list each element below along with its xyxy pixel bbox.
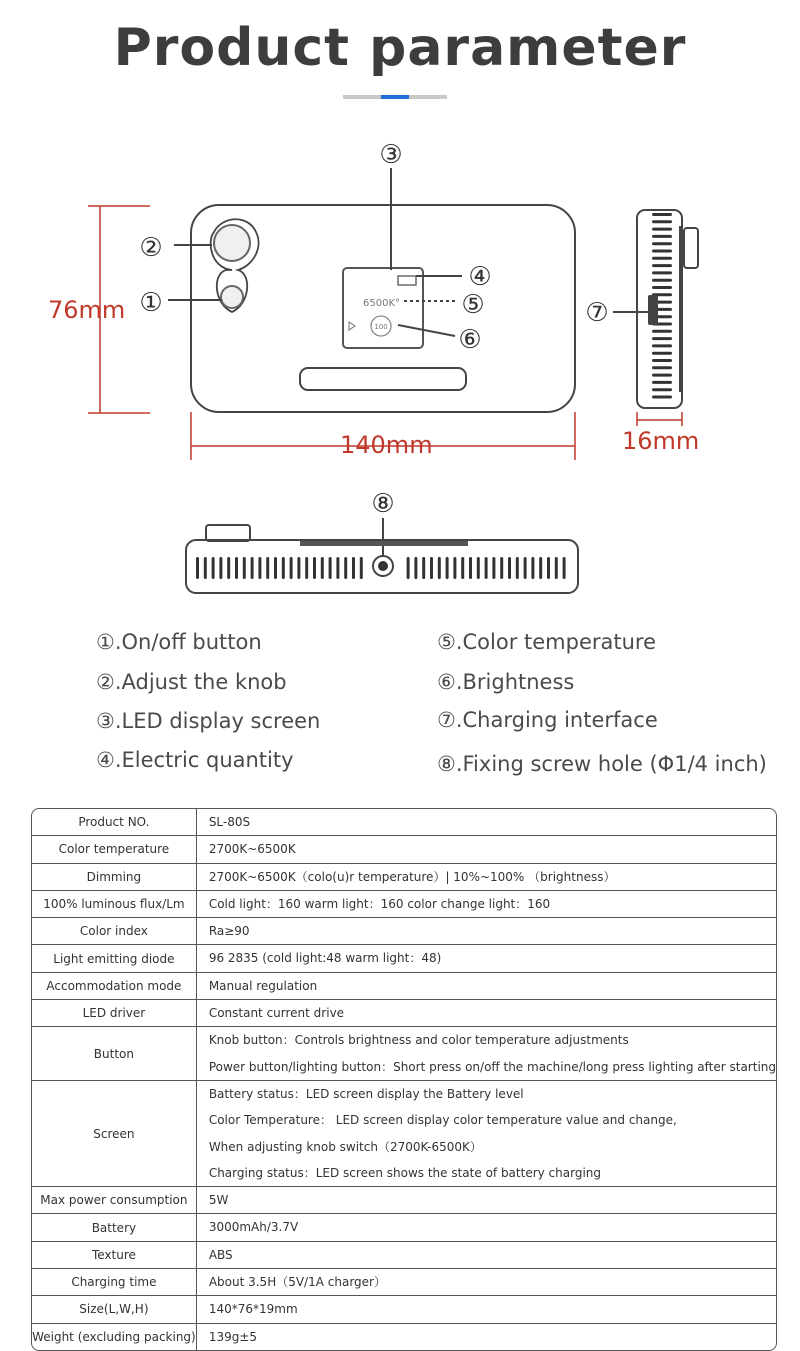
spec-value xyxy=(196,1296,776,1323)
legend-item: ②.Adjust the knob xyxy=(96,670,287,694)
vent-slot xyxy=(305,557,308,579)
vent-slot xyxy=(652,337,672,340)
vent-slot xyxy=(266,557,269,579)
spec-key: LED driver xyxy=(32,1000,196,1027)
spec-value xyxy=(196,1080,776,1186)
vent-slot xyxy=(274,557,277,579)
spec-value-line: Ra≥90 xyxy=(208,924,250,939)
spec-value-line: 2700K~6500K xyxy=(208,842,296,857)
vent-slot xyxy=(652,359,672,362)
product-diagram xyxy=(0,120,800,610)
vent-slot xyxy=(652,366,672,369)
table-row xyxy=(32,1000,776,1027)
vent-slot xyxy=(652,279,672,282)
spec-value-line: Charging status：LED screen shows the state of battery charging xyxy=(208,1165,602,1180)
table-row xyxy=(32,1269,776,1296)
table-row xyxy=(32,890,776,917)
spec-value-line: When adjusting knob switch（2700K-6500K） xyxy=(208,1139,482,1154)
spec-value-line: 5W xyxy=(208,1193,229,1208)
vent-slot xyxy=(477,557,480,579)
vent-slot xyxy=(652,352,672,355)
spec-value xyxy=(196,972,776,999)
table-row xyxy=(32,863,776,890)
vent-slot xyxy=(652,271,672,274)
vent-slot xyxy=(297,557,300,579)
vent-slot xyxy=(219,557,222,579)
spec-value xyxy=(196,1214,776,1241)
table-row xyxy=(32,1027,776,1081)
vent-slot xyxy=(652,220,672,223)
callout-4: ④ xyxy=(468,262,492,292)
table-row xyxy=(32,836,776,863)
callout-6: ⑥ xyxy=(458,325,482,355)
vent-slot xyxy=(652,235,672,238)
vent-slot xyxy=(446,557,449,579)
width-dimension: 140mm xyxy=(340,431,433,459)
spec-value xyxy=(196,1187,776,1214)
vent-slot xyxy=(652,242,672,245)
spec-value xyxy=(196,918,776,945)
vent-slot xyxy=(204,557,207,579)
spec-value-line: 3000mAh/3.7V xyxy=(208,1220,299,1235)
callout-8: ⑧ xyxy=(371,489,395,519)
page-title: Product parameter xyxy=(113,18,687,78)
depth-dimension: 16mm xyxy=(622,427,700,455)
spec-value-line: Color Temperature： LED screen display color temperature value and change, xyxy=(208,1113,677,1128)
spec-value xyxy=(196,836,776,863)
vent-slot xyxy=(336,557,339,579)
knob xyxy=(214,225,250,261)
vent-slot xyxy=(547,557,550,579)
spec-key: Color index xyxy=(32,918,196,945)
table-row xyxy=(32,1214,776,1241)
spec-table xyxy=(31,808,777,1351)
vent-slot xyxy=(258,557,261,579)
vent-slot xyxy=(652,257,672,260)
table-row xyxy=(32,972,776,999)
spec-value xyxy=(196,1241,776,1268)
table-row xyxy=(32,918,776,945)
vent-slot xyxy=(524,557,527,579)
legend-item: ⑤.Color temperature xyxy=(437,630,657,654)
vent-slot xyxy=(539,557,542,579)
spec-key: Color temperature xyxy=(32,836,196,863)
legend-item: ⑥.Brightness xyxy=(437,670,575,694)
vent-slot xyxy=(422,557,425,579)
spec-value xyxy=(196,890,776,917)
vent-slot xyxy=(313,557,316,579)
vent-slot xyxy=(251,557,254,579)
spec-value xyxy=(196,809,776,836)
spec-key: Accommodation mode xyxy=(32,972,196,999)
vent-slot xyxy=(430,557,433,579)
title-underline xyxy=(343,95,447,99)
spec-value-line: Power button/lighting button：Short press on/off the machine/long press lighting after starting xyxy=(208,1059,776,1074)
vent-slot xyxy=(652,264,672,267)
spec-value-line: ABS xyxy=(208,1247,233,1262)
power-button xyxy=(221,286,243,308)
vent-slot xyxy=(321,557,324,579)
display-temperature: 6500K° xyxy=(363,298,401,309)
spec-value xyxy=(196,1027,776,1081)
vent-slot xyxy=(196,557,199,579)
vent-slot xyxy=(652,344,672,347)
spec-key: Charging time xyxy=(32,1269,196,1296)
spec-key: 100% luminous flux/Lm xyxy=(32,890,196,917)
spec-value-line: 139g±5 xyxy=(208,1329,258,1344)
vent-slot xyxy=(352,557,355,579)
spec-value-line: 2700K~6500K（colo(u)r temperature）| 10%~100% （brightness） xyxy=(208,869,616,884)
charging-port xyxy=(648,295,658,325)
legend-item: ④.Electric quantity xyxy=(96,748,294,772)
spec-key: Max power consumption xyxy=(32,1187,196,1214)
vent-slot xyxy=(508,557,511,579)
vent-slot xyxy=(438,557,441,579)
vent-slot xyxy=(652,286,672,289)
vent-slot xyxy=(344,557,347,579)
table-row xyxy=(32,1296,776,1323)
vent-slot xyxy=(407,557,410,579)
spec-value xyxy=(196,1269,776,1296)
vent-slot xyxy=(555,557,558,579)
vent-slot xyxy=(492,557,495,579)
vent-slot xyxy=(652,388,672,391)
display-brightness: 100 xyxy=(374,323,388,331)
spec-value-line: Constant current drive xyxy=(208,1006,345,1021)
vent-slot xyxy=(469,557,472,579)
table-row xyxy=(32,809,776,836)
vent-slot xyxy=(360,557,363,579)
legend-item: ⑦.Charging interface xyxy=(437,708,658,732)
title-underline-accent xyxy=(381,95,409,99)
vent-slot xyxy=(414,557,417,579)
vent-slot xyxy=(461,557,464,579)
vent-slot xyxy=(531,557,534,579)
legend-item: ⑧.Fixing screw hole (Φ1/4 inch) xyxy=(437,752,767,776)
spec-key: Size(L,W,H) xyxy=(32,1296,196,1323)
spec-key: Weight (excluding packing) xyxy=(32,1323,196,1350)
spec-key: Product NO. xyxy=(32,809,196,836)
vent-slot xyxy=(652,213,672,216)
vent-slot xyxy=(227,557,230,579)
callout-7: ⑦ xyxy=(585,298,609,328)
vent-slot xyxy=(652,374,672,377)
spec-value-line: 96 2835 (cold light:48 warm light：48) xyxy=(208,951,442,966)
legend-item: ①.On/off button xyxy=(96,630,262,654)
callout-1: ① xyxy=(139,288,163,318)
vent-slot xyxy=(652,381,672,384)
vent-slot xyxy=(500,557,503,579)
table-row xyxy=(32,1323,776,1350)
vent-slot xyxy=(652,250,672,253)
table-row xyxy=(32,1241,776,1268)
vent-slot xyxy=(453,557,456,579)
vent-slot xyxy=(243,557,246,579)
battery-indicator xyxy=(398,276,416,285)
table-row xyxy=(32,1080,776,1186)
callout-3: ③ xyxy=(379,140,403,170)
callout-5: ⑤ xyxy=(461,290,485,320)
spec-value-line: Manual regulation xyxy=(208,978,318,993)
spec-key: Button xyxy=(32,1027,196,1081)
spec-value xyxy=(196,945,776,972)
spec-value-line: About 3.5H（5V/1A charger） xyxy=(208,1275,386,1290)
spec-value xyxy=(196,863,776,890)
table-row xyxy=(32,1187,776,1214)
spec-key: Texture xyxy=(32,1241,196,1268)
vent-slot xyxy=(652,396,672,399)
spec-value xyxy=(196,1000,776,1027)
spec-value-line: SL-80S xyxy=(208,815,251,829)
spec-key: Light emitting diode xyxy=(32,945,196,972)
vent-slot xyxy=(290,557,293,579)
light-slot xyxy=(300,368,466,390)
spec-key: Battery xyxy=(32,1214,196,1241)
spec-key: Screen xyxy=(32,1080,196,1186)
spec-key: Dimming xyxy=(32,863,196,890)
spec-value-line: Knob button：Controls brightness and color temperature adjustments xyxy=(208,1033,629,1048)
vent-slot xyxy=(235,557,238,579)
vent-slot xyxy=(282,557,285,579)
vent-slot xyxy=(652,330,672,333)
spec-value-line: Battery status：LED screen display the Battery level xyxy=(208,1086,524,1101)
vent-slot xyxy=(212,557,215,579)
vent-slot xyxy=(652,228,672,231)
height-dimension: 76mm xyxy=(48,296,126,324)
vent-slot xyxy=(329,557,332,579)
table-row xyxy=(32,945,776,972)
spec-value xyxy=(196,1323,776,1350)
spec-value-line: 140*76*19mm xyxy=(208,1302,298,1317)
legend-item: ③.LED display screen xyxy=(96,709,321,733)
vent-slot xyxy=(516,557,519,579)
vent-slot xyxy=(485,557,488,579)
vent-slot xyxy=(563,557,566,579)
callout-2: ② xyxy=(139,233,163,263)
spec-value-line: Cold light：160 warm light：160 color change light：160 xyxy=(208,896,551,911)
